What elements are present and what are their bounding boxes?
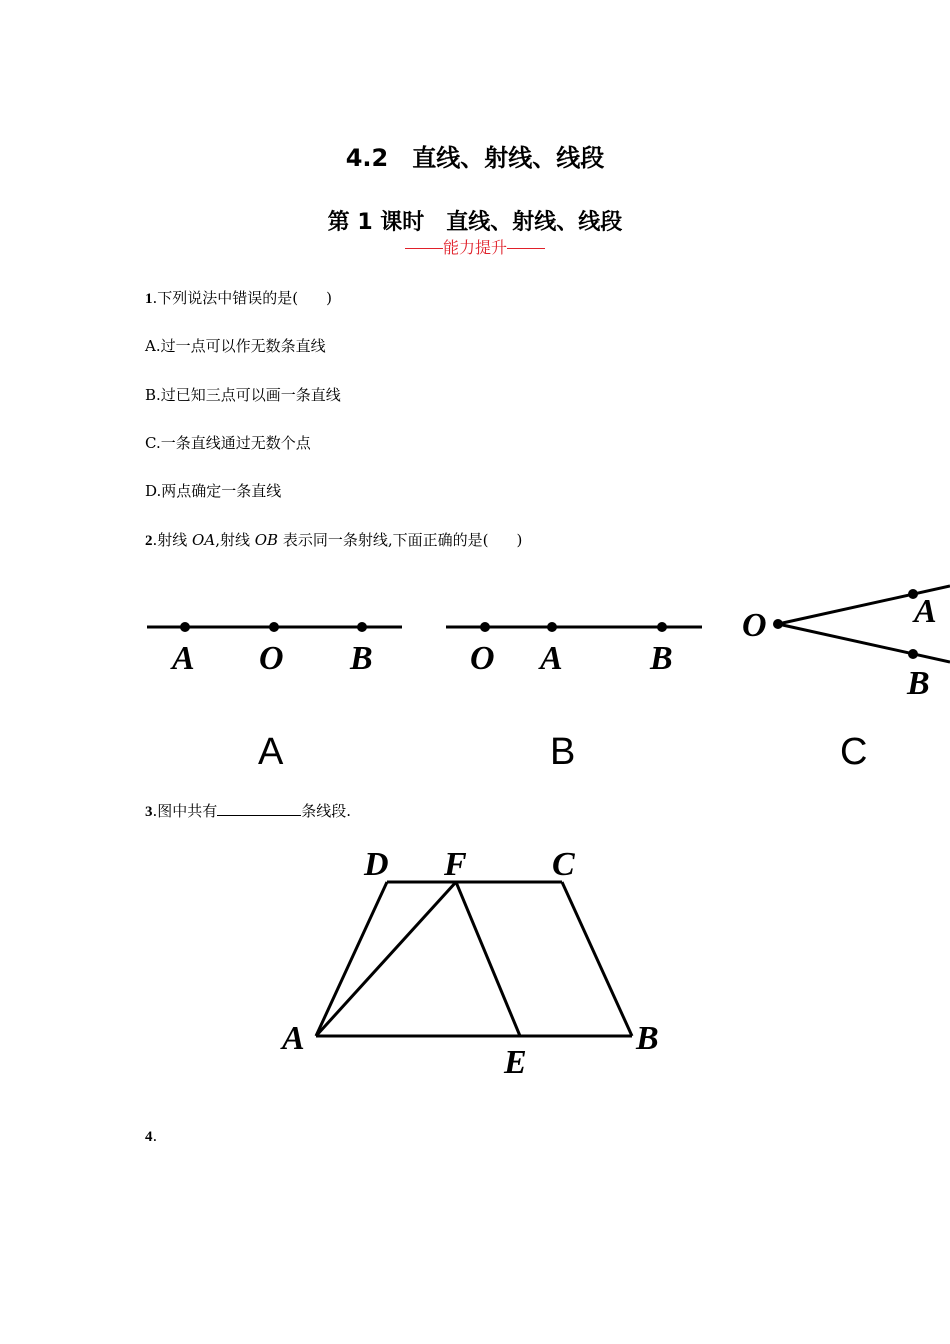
question-paren-close: ) (326, 289, 332, 307)
label-b: B (650, 640, 673, 677)
point-dot (357, 622, 367, 632)
q2-figures (0, 570, 950, 780)
label-f: F (444, 846, 467, 883)
ray-ob: OB (254, 531, 279, 549)
point-dot (547, 622, 557, 632)
option-d: D.两点确定一条直线 (145, 482, 282, 500)
label-d: D (364, 846, 389, 883)
page-title: 4.2 直线、射线、线段 (345, 144, 605, 172)
segment-ad (316, 882, 387, 1036)
label-b: B (907, 665, 930, 702)
label-a: A (914, 593, 937, 630)
figure-a (147, 622, 402, 773)
question-3 (145, 799, 351, 822)
point-dot (180, 622, 190, 632)
label-a: A (282, 1020, 305, 1057)
question-text: .下列说法中错误的是( (152, 289, 299, 307)
label-o: O (470, 640, 495, 677)
caption-c: C (840, 731, 868, 773)
label-a: A (172, 640, 195, 677)
caption-a: A (258, 731, 284, 773)
question-4 (145, 1126, 157, 1147)
question-text: .图中共有 (152, 802, 218, 820)
question-number: 4 (145, 1129, 153, 1145)
label-o: O (742, 607, 767, 644)
label-o: O (259, 640, 284, 677)
question-text: . (152, 1127, 158, 1145)
question-text: ,射线 (215, 531, 255, 549)
section-rule-left (405, 248, 443, 249)
option-b: B.过已知三点可以画一条直线 (145, 386, 341, 404)
point-dot (773, 619, 783, 629)
point-dot (657, 622, 667, 632)
label-e: E (504, 1044, 527, 1081)
point-dot (480, 622, 490, 632)
label-b: B (350, 640, 373, 677)
figure-b (446, 622, 702, 773)
ray-oa: OA (192, 531, 216, 549)
question-number: 2 (145, 533, 153, 549)
lesson-subtitle: 第 1 课时 直线、射线、线段 (327, 210, 623, 235)
question-2 (145, 530, 522, 551)
label-b: B (636, 1020, 659, 1057)
option-c: C.一条直线通过无数个点 (145, 434, 311, 452)
segment-bc (562, 882, 632, 1036)
segment-fe (456, 882, 520, 1036)
question-1 (145, 288, 332, 309)
label-c: C (552, 846, 575, 883)
label-a: A (540, 640, 563, 677)
section-rule-right (507, 248, 545, 249)
question-number: 1 (145, 291, 153, 307)
option-a: A.过一点可以作无数条直线 (145, 337, 326, 355)
point-dot (908, 649, 918, 659)
segment-af (316, 882, 456, 1036)
section-label (0, 235, 950, 258)
caption-b: B (550, 731, 576, 773)
question-text: .射线 (152, 531, 193, 549)
question-text: 表示同一条射线,下面正确的是( (278, 531, 489, 549)
q3-figure (270, 835, 690, 1085)
section-label-text: 能力提升 (442, 238, 507, 257)
point-dot (269, 622, 279, 632)
answer-blank (217, 799, 301, 816)
figure-c (742, 586, 950, 773)
question-text: 条线段. (301, 802, 352, 820)
question-number: 3 (145, 804, 153, 820)
question-paren-close: ) (516, 531, 523, 549)
